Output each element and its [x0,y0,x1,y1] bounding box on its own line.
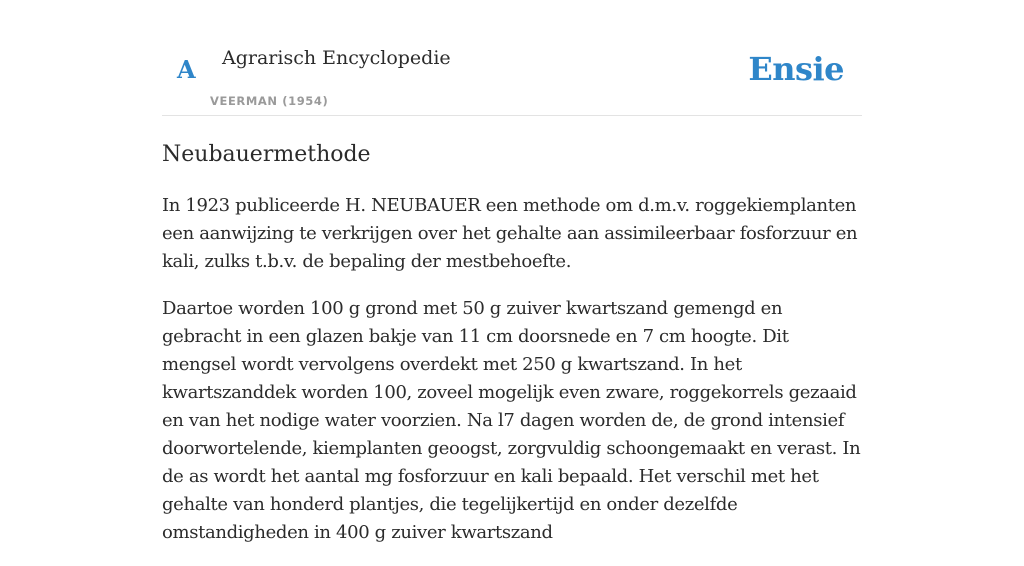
page [162,0,862,543]
source-title-link[interactable]: Agrarisch Encyclopedie [222,47,451,69]
source-header [162,0,862,116]
source-meta: VEERMAN (1954) [210,94,329,108]
article-body [162,192,862,566]
article-paragraph: Daartoe worden 100 g grond met 50 g zuiver kwartszand gemengd en gebracht in een glazen bakje van 11 cm doorsnede en 7 cm hoogte. Dit mengsel wordt vervolgens overdekt met 250 g kwartszand. In het kwartszanddek worden 100, zoveel mogelijk even zware, roggekorrels gezaaid en van het nodige water voorzien. Na l7 dagen worden de, de grond intensief doorwortelende, kiemplanten geoogst, zorgvuldig schoongemaakt en verast. In de as wordt het aantal mg fosforzuur en kali bepaald. Het verschil met het gehalte van honderd plantjes, die tegelijkertijd en onder dezelfde omstandigheden in 400 g zuiver kwartszand [162,298,861,543]
brand-logo-link[interactable]: Ensie [748,50,844,88]
article-title: Neubauermethode [162,142,371,167]
source-logo[interactable]: A [177,55,196,84]
article-paragraph: In 1923 publiceerde H. NEUBAUER een methode om d.m.v. roggekiemplanten een aanwijzing te verkrijgen over het gehalte aan assimileerbaar fosforzuur en kali, zulks t.b.v. de bepaling der mestbehoefte. [162,195,858,272]
